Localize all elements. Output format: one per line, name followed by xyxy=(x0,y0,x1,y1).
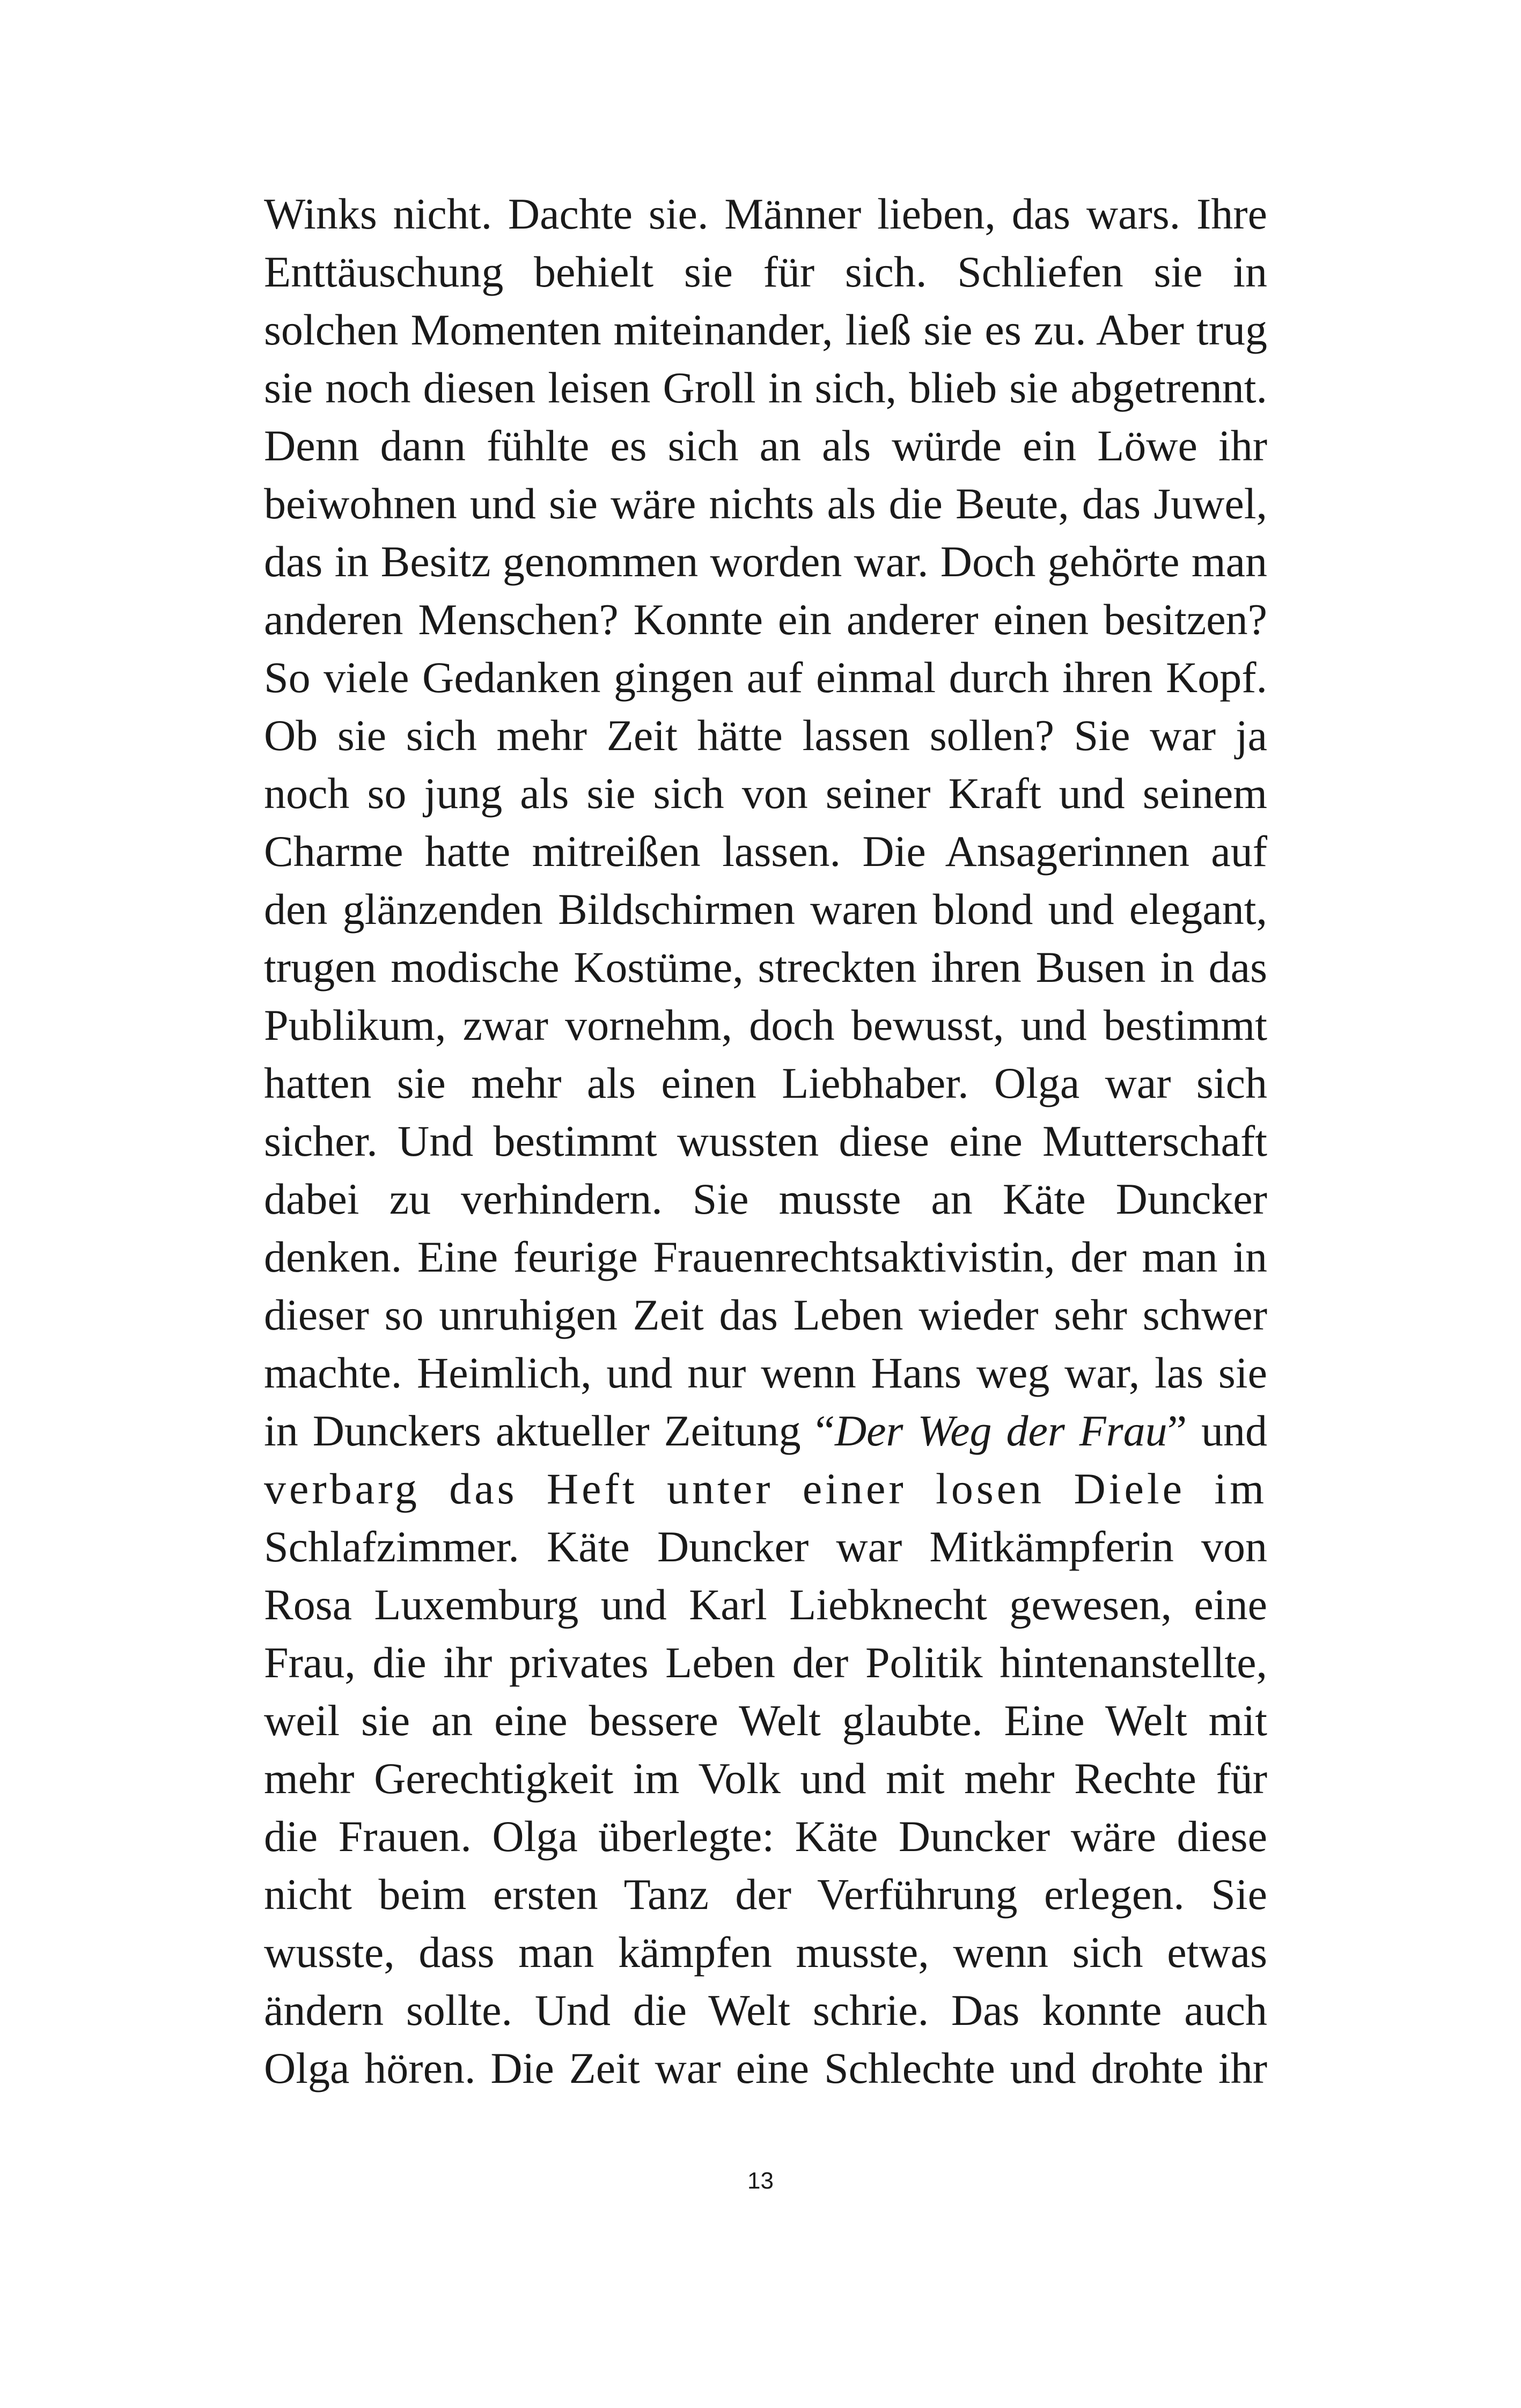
text-line: hatten sie mehr als einen Liebhaber. Olga war sich xyxy=(264,1059,1267,1107)
body-text xyxy=(264,185,1267,2097)
text-line: ändern sollte. Und die Welt schrie. Das konnte auch xyxy=(264,1986,1267,2035)
text-line: Winks nicht. Dachte sie. Männer lieben, das wars. Ihre xyxy=(264,189,1267,238)
text-line: Publikum, zwar vornehm, doch bewusst, und bestimmt xyxy=(264,1001,1267,1049)
text-line: den glänzenden Bildschirmen waren blond und elegant, xyxy=(264,885,1267,934)
text-line: Rosa Luxemburg und Karl Liebknecht gewesen, eine xyxy=(264,1580,1267,1629)
text-line: beiwohnen und sie wäre nichts als die Beute, das Juwel, xyxy=(264,479,1267,528)
journal-title: Der Weg der Frau xyxy=(834,1406,1167,1455)
text-line: mehr Gerechtigkeit im Volk und mit mehr Rechte für xyxy=(264,1754,1267,1803)
text-line: Frau, die ihr privates Leben der Politik hintenanstellte, xyxy=(264,1638,1267,1687)
text-line: denken. Eine feurige Frauenrechtsaktivistin, der man in xyxy=(264,1232,1267,1281)
text-line: verbarg das Heft unter einer losen Diele im xyxy=(264,1464,1267,1513)
text-line: weil sie an eine bessere Welt glaubte. Eine Welt mit xyxy=(264,1696,1267,1745)
text-line: sie noch diesen leisen Groll in sich, blieb sie abgetrennt. xyxy=(264,363,1267,412)
text-line: Ob sie sich mehr Zeit hätte lassen sollen? Sie war ja xyxy=(264,711,1267,760)
text-line: das in Besitz genommen worden war. Doch gehörte man xyxy=(264,537,1267,586)
text-line: dieser so unruhigen Zeit das Leben wieder sehr schwer xyxy=(264,1290,1267,1339)
text-fragment: in Dunckers aktueller Zeitung “ xyxy=(264,1406,835,1455)
text-line: dabei zu verhindern. Sie musste an Käte Duncker xyxy=(264,1174,1267,1223)
text-line: So viele Gedanken gingen auf einmal durch ihren Kopf. xyxy=(264,653,1267,702)
text-line: Charme hatte mitreißen lassen. Die Ansagerinnen auf xyxy=(264,827,1267,876)
text-line: sicher. Und bestimmt wussten diese eine Mutterschaft xyxy=(264,1117,1267,1165)
text-line: Schlafzimmer. Käte Duncker war Mitkämpferin von xyxy=(264,1522,1267,1571)
text-fragment: ” und xyxy=(1167,1406,1267,1455)
text-line: die Frauen. Olga überlegte: Käte Duncker wäre diese xyxy=(264,1812,1267,1861)
text-line: machte. Heimlich, und nur wenn Hans weg war, las sie xyxy=(264,1348,1267,1397)
text-line: Enttäuschung behielt sie für sich. Schliefen sie in xyxy=(264,247,1267,296)
page-number: 13 xyxy=(747,2168,774,2194)
text-line: noch so jung als sie sich von seiner Kraft und seinem xyxy=(264,769,1267,818)
text-line: solchen Momenten miteinander, ließ sie es zu. Aber trug xyxy=(264,305,1267,354)
text-line: Olga hören. Die Zeit war eine Schlechte und drohte ihr xyxy=(264,2044,1267,2093)
text-line-with-title xyxy=(264,1402,1267,1460)
text-line: Denn dann fühlte es sich an als würde ein Löwe ihr xyxy=(264,421,1267,470)
text-line: trugen modische Kostüme, streckten ihren Busen in das xyxy=(264,943,1267,992)
text-line: anderen Menschen? Konnte ein anderer einen besitzen? xyxy=(264,595,1267,644)
text-line: wusste, dass man kämpfen musste, wenn sich etwas xyxy=(264,1928,1267,1977)
text-line: nicht beim ersten Tanz der Verführung erlegen. Sie xyxy=(264,1870,1267,1919)
